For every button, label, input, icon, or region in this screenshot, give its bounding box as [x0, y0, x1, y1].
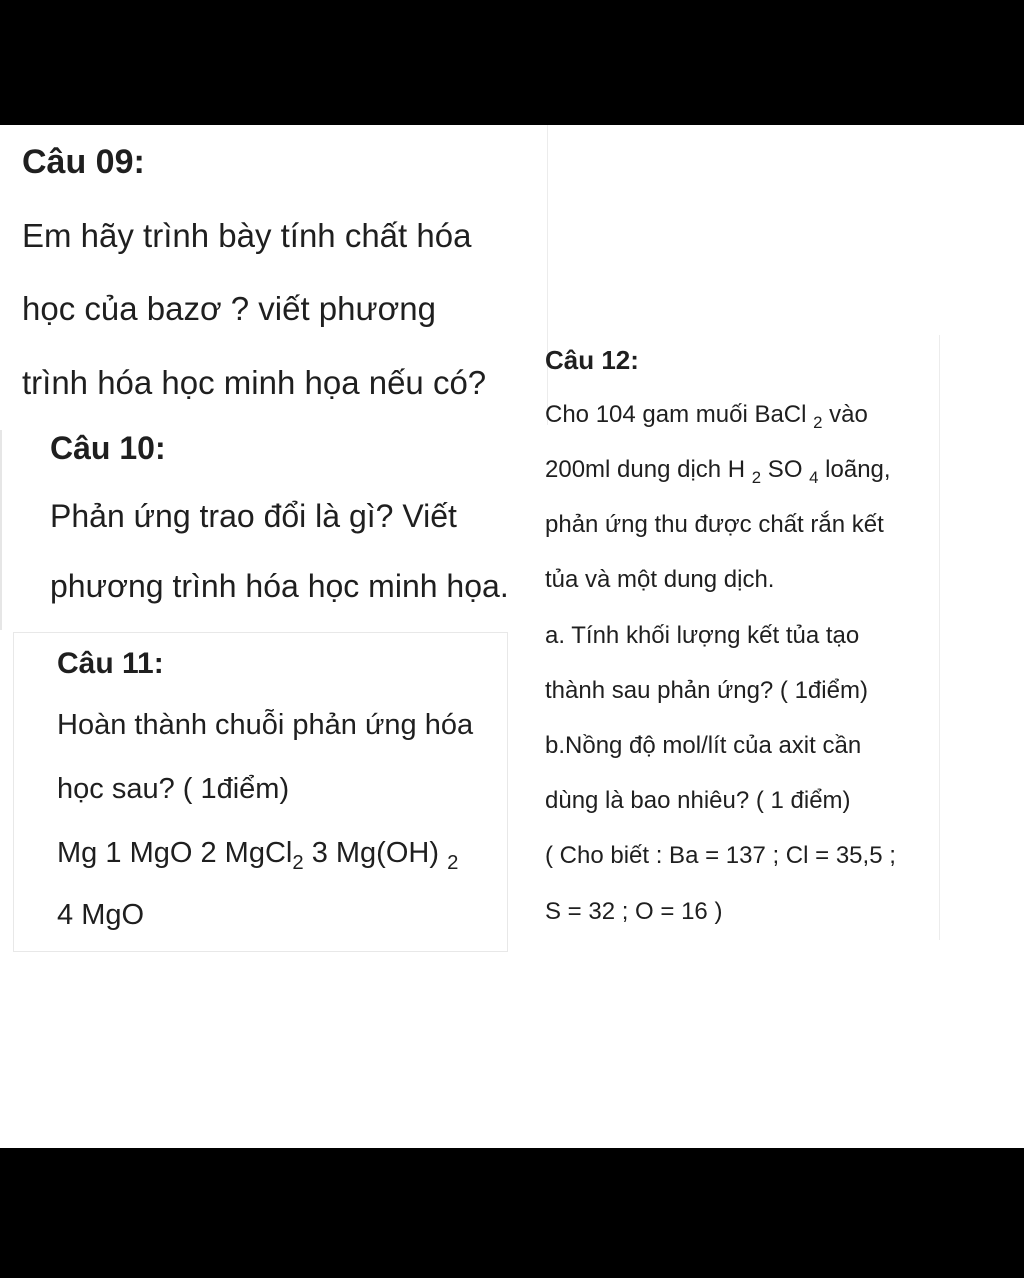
question-10 — [0, 430, 520, 630]
question-11 — [13, 632, 508, 952]
question-9-title: Câu 09: — [22, 143, 145, 181]
question-11-title: Câu 11: — [57, 647, 164, 680]
chain-step-3: 3 — [311, 837, 328, 869]
question-12-line-6: thành sau phản ứng? ( 1điểm) — [545, 677, 868, 704]
question-12-line-8: dùng là bao nhiêu? ( 1 điểm) — [545, 787, 851, 814]
reaction-chain-line-2 — [57, 899, 144, 932]
question-12-line-3: phản ứng thu được chất rắn kết — [545, 511, 884, 538]
question-12-line-1: Cho 104 gam muối BaCl $_2$ vào — [545, 401, 868, 432]
chain-mgoh: Mg(OH) $_2$ — [335, 837, 459, 875]
reaction-chain-line — [57, 837, 459, 875]
subscript: 2 — [292, 852, 304, 875]
chain-mgcl: MgCl$_2$ — [224, 837, 304, 875]
question-9-line-2: học của bazơ ? viết phương — [22, 290, 436, 327]
chain-step-2: 2 — [200, 837, 217, 869]
question-11-line-1: Hoàn thành chuỗi phản ứng hóa — [57, 709, 474, 741]
question-12-line-2: 200ml dung dịch H $_2$ SO $_4$ loãng, — [545, 456, 891, 487]
question-12-line-9: ( Cho biết : Ba = 137 ; Cl = 35,5 ; — [545, 842, 896, 869]
question-12-line-4: tủa và một dung dịch. — [545, 566, 775, 593]
chain-mg: Mg — [57, 837, 98, 869]
question-9 — [0, 125, 548, 425]
question-10-line-2: phương trình hóa học minh họa. — [50, 568, 509, 604]
question-9-line-3: trình hóa học minh họa nếu có? — [22, 364, 487, 401]
chain-mgo: MgO — [129, 837, 193, 869]
question-12-line-5: a. Tính khối lượng kết tủa tạo — [545, 622, 860, 649]
chain-mgo-end: MgO — [81, 899, 145, 931]
subscript: 2 — [751, 467, 762, 487]
question-9-line-1: Em hãy trình bày tính chất hóa — [22, 217, 472, 254]
subscript: 4 — [809, 467, 819, 487]
question-12-line-7: b.Nồng độ mol/lít của axit cần — [545, 732, 862, 759]
subscript: 2 — [447, 852, 459, 875]
chain-step-1: 1 — [105, 837, 122, 869]
subscript: 2 — [813, 412, 823, 432]
question-10-line-1: Phản ứng trao đổi là gì? Viết — [50, 498, 457, 534]
chain-step-4: 4 — [57, 899, 74, 931]
question-10-title: Câu 10: — [50, 430, 166, 466]
worksheet-page — [0, 125, 1024, 1148]
question-12-line-10: S = 32 ; O = 16 ) — [545, 898, 723, 925]
question-12 — [530, 335, 940, 940]
question-11-line-2: học sau? ( 1điểm) — [57, 773, 290, 805]
question-12-title: Câu 12: — [545, 345, 639, 375]
